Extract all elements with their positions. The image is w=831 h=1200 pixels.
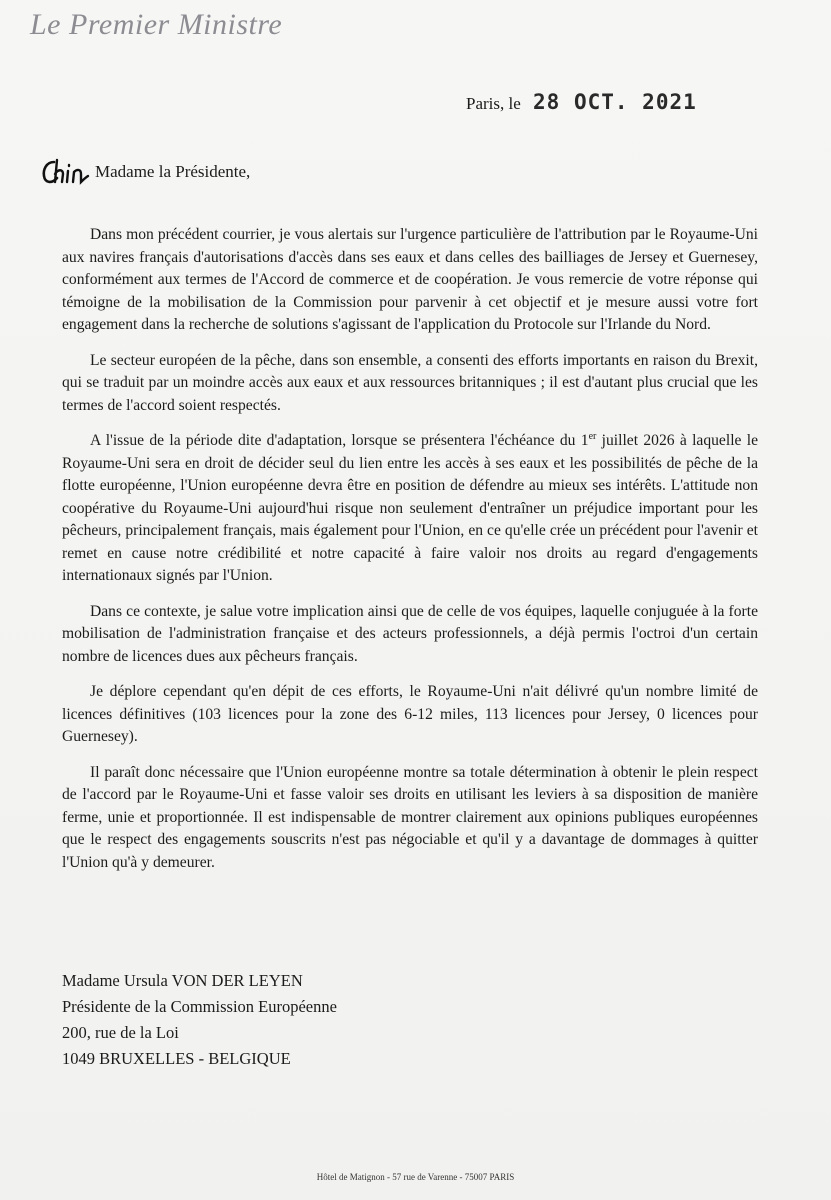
letter-body [62, 224, 758, 887]
paragraph-3-start: A l'issue de la période dite d'adaptation, lorsque se présentera l'échéance du 1 [90, 432, 589, 449]
paragraph-5: Je déplore cependant qu'en dépit de ces efforts, le Royaume-Uni n'ait délivré qu'un nombre limité de licences définitives (103 licences pour la zone des 6-12 miles, 113 licences pour Jersey, 0 licences pour Guernesey). [62, 683, 758, 745]
date-place: Paris, le [466, 94, 521, 113]
date-line [466, 90, 697, 114]
paragraph-3-rest: juillet 2026 à laquelle le Royaume-Uni sera en droit de décider seul du lien entre les accès à ses eaux et les possibilités de pêche de la flotte européenne, l'Union européenne devra être en position de défendre au mieux ses intérêts. L'attitude non coopérative du Royaume-Uni aujourd'hui risque non seulement d'entraîner un préjudice important pour les pêcheurs, principalement français, mais également pour l'Union, en ce qu'elle crée un précédent pour l'avenir et remet en cause notre crédibilité et notre capacité à faire valoir nos droits au regard d'engagements internationaux signés par l'Union. [62, 432, 759, 584]
address-line: Madame Ursula VON DER LEYEN [62, 971, 303, 990]
address-line: Présidente de la Commission Européenne [62, 997, 337, 1016]
date-stamp: 28 OCT. 2021 [533, 90, 697, 114]
paragraph-1: Dans mon précédent courrier, je vous alertais sur l'urgence particulière de l'attribution par le Royaume-Uni aux navires français d'autorisations d'accès dans ses eaux et dans celles des bailliages de Jersey et Guernesey, conformément aux termes de l'Accord de commerce et de coopération. Je vous remercie de votre réponse qui témoigne de la mobilisation de la Commission pour parvenir à cet objectif et je mesure aussi votre fort engagement dans la recherche de solutions s'agissant de l'application du Protocole sur l'Irlande du Nord. [62, 226, 758, 333]
paragraph-3 [62, 430, 758, 588]
paragraph-2: Le secteur européen de la pêche, dans son ensemble, a consenti des efforts importants en raison du Brexit, qui se traduit par un moindre accès aux eaux et aux ressources britanniques ; il est d'autant plus crucial que les termes de l'accord soient respectés. [62, 351, 758, 414]
salutation: Madame la Présidente, [95, 162, 251, 181]
recipient-address [62, 968, 337, 1072]
address-line: 200, rue de la Loi [62, 1023, 179, 1042]
letterhead: Le Premier Ministre [30, 8, 283, 41]
ordinal-superscript: er [588, 430, 597, 442]
footer-address: Hôtel de Matignon - 57 rue de Varenne - 75007 PARIS [316, 1172, 515, 1182]
paragraph-6: Il paraît donc nécessaire que l'Union européenne montre sa totale détermination à obtenir le plein respect de l'accord par le Royaume-Uni et fasse valoir ses droits en utilisant les leviers à sa disposition de manière ferme, unie et proportionnée. Il est indispensable de montrer clairement aux opinions publiques européennes que le respect des engagements souscrits n'est pas négociable et qu'il y a davantage de dommages à quitter l'Union qu'à y demeurer. [62, 763, 758, 871]
paragraph-4: Dans ce contexte, je salue votre implication ainsi que de celle de vos équipes, laquelle conjuguée à la forte mobilisation de l'administration française et des acteurs professionnels, a déjà permis l'octroi d'un certain nombre de licences dues aux pêcheurs français. [62, 602, 758, 665]
handwritten-initials-signature [40, 156, 90, 188]
address-line: 1049 BRUXELLES - BELGIQUE [62, 1049, 291, 1068]
